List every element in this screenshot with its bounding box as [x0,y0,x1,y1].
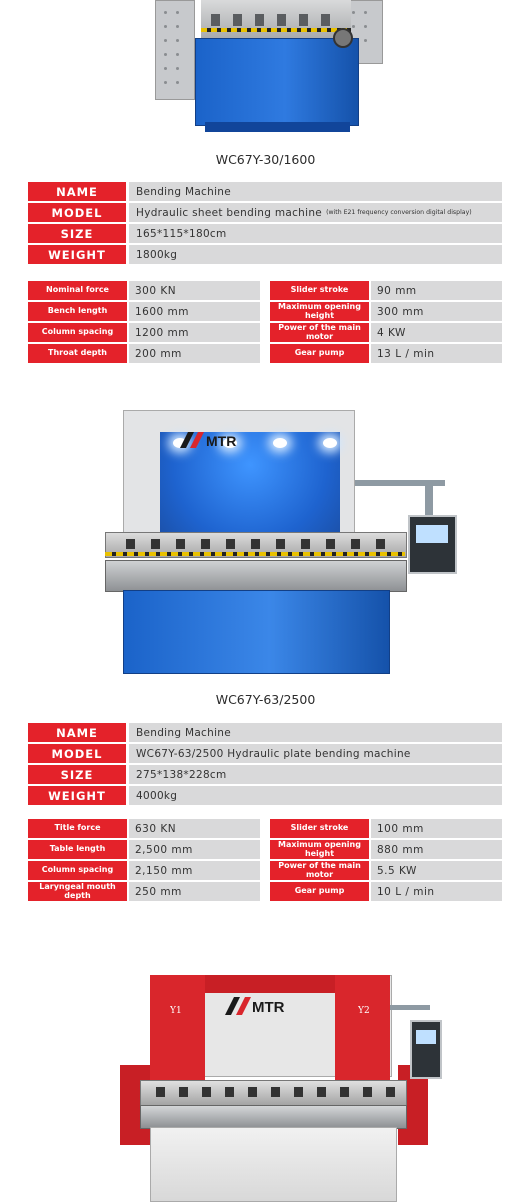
spec-value [129,723,502,742]
machine-body [150,1127,397,1202]
safety-stripe [105,552,405,556]
param-row [270,882,502,903]
mtr-logo [225,997,285,1015]
param-row [28,344,260,365]
spec-row-weight [28,245,502,266]
machine-image-red-press-brake [120,965,440,1200]
param-value: 630 KN [129,819,260,838]
param-value: 13 L / min [371,344,502,363]
spec-value-text: Bending Machine [136,185,232,198]
y2-mark [358,1003,378,1015]
param-value: 5.5 KW [371,861,502,880]
side-cheek-left [150,975,205,1085]
param-label: Maximum opening height [270,840,369,859]
upper-tooling [140,1080,407,1106]
param-row [270,819,502,840]
spec-label: NAME [28,723,126,742]
machine-base [205,122,350,132]
params-right [270,819,502,903]
lamp-icon [273,438,287,448]
spec-row-weight [28,786,502,807]
param-label: Bench length [28,302,127,321]
logo-text: MTR [206,433,237,448]
param-label: Gear pump [270,344,369,363]
spec-row-model [28,744,502,765]
machine-image-wc67y-30-1600 [145,0,385,135]
param-value: 10 L / min [371,882,502,901]
param-value: 90 mm [371,281,502,300]
param-label: Table length [28,840,127,859]
param-value: 300 KN [129,281,260,300]
spec-label: WEIGHT [28,786,126,805]
spec-value [129,224,502,243]
safety-stripe [201,28,351,32]
spec-value [129,765,502,784]
spec-value [129,182,502,201]
spec-label: NAME [28,182,126,201]
param-value: 4 KW [371,323,502,342]
machine-front-panel [160,432,340,542]
spec-row-model [28,203,502,224]
param-label: Power of the main motor [270,861,369,880]
param-value: 1200 mm [129,323,260,342]
spec-value-text: 275*138*228cm [136,768,227,781]
spec-table [28,182,502,266]
param-label: Power of the main motor [270,323,369,342]
handwheel-icon [333,28,353,48]
spec-row-size [28,224,502,245]
param-row [28,323,260,344]
spec-value [129,203,502,222]
param-label: Slider stroke [270,281,369,300]
param-value: 100 mm [371,819,502,838]
param-row [270,281,502,302]
work-table [105,560,407,592]
param-label: Column spacing [28,861,127,880]
param-value: 1600 mm [129,302,260,321]
display-screen [416,1030,436,1044]
spec-label: SIZE [28,224,126,243]
logo-text: MTR [252,999,285,1015]
spec-value [129,744,502,763]
spec-row-name [28,723,502,744]
control-panel-icon [408,515,457,574]
param-label: Gear pump [270,882,369,901]
param-value: 250 mm [129,882,260,901]
param-label: Throat depth [28,344,127,363]
spec-table [28,723,502,807]
lamp-icon [323,438,337,448]
spec-value-text: 1800kg [136,248,178,261]
side-frame-left [155,0,195,100]
params-right [270,281,502,365]
spec-row-name [28,182,502,203]
param-value: 200 mm [129,344,260,363]
params-left [28,281,260,365]
model-caption: WC67Y-30/1600 [215,152,316,167]
machine-image-wc67y-63-2500 [105,410,470,672]
control-panel-icon [410,1020,442,1079]
spec-value-text: Bending Machine [136,726,232,739]
params-left [28,819,260,903]
spec-value-text: 165*115*180cm [136,227,227,240]
control-arm-vertical [425,480,433,515]
y1-mark [170,1003,190,1015]
param-value: 880 mm [371,840,502,859]
param-row [270,840,502,861]
spec-value-text: 4000kg [136,789,178,802]
param-row [270,344,502,365]
spec-value [129,786,502,805]
machine-body [123,590,390,674]
param-row [28,281,260,302]
spec-value-text: WC67Y-63/2500 Hydraulic plate bending machine [136,747,411,760]
spec-label: MODEL [28,203,126,222]
param-value: 300 mm [371,302,502,321]
side-cheek-right [335,975,390,1085]
control-arm [390,1005,430,1010]
param-row [28,882,260,903]
param-label: Title force [28,819,127,838]
param-label: Slider stroke [270,819,369,838]
param-label: Laryngeal mouth depth [28,882,127,901]
model-caption: WC67Y-63/2500 [215,692,316,707]
y1-mark-text: Y1 [170,1006,182,1015]
y2-mark-text: Y2 [358,1006,370,1015]
spec-label: MODEL [28,744,126,763]
param-label: Column spacing [28,323,127,342]
param-label: Nominal force [28,281,127,300]
param-row [28,302,260,323]
param-label: Maximum opening height [270,302,369,321]
spec-value [129,245,502,264]
spec-value-text: Hydraulic sheet bending machine [136,206,323,219]
param-value: 2,500 mm [129,840,260,859]
mtr-logo [180,432,240,448]
machine-body [195,38,359,126]
display-screen [416,525,448,543]
spec-label: SIZE [28,765,126,784]
param-row [270,302,502,323]
param-row [28,840,260,861]
upper-tooling [201,0,351,40]
spec-row-size [28,765,502,786]
param-value: 2,150 mm [129,861,260,880]
param-row [270,323,502,344]
param-row [28,819,260,840]
spec-label: WEIGHT [28,245,126,264]
work-table [140,1105,407,1129]
param-row [28,861,260,882]
param-row [270,861,502,882]
spec-note: (with E21 frequency conversion digital display) [326,209,472,216]
